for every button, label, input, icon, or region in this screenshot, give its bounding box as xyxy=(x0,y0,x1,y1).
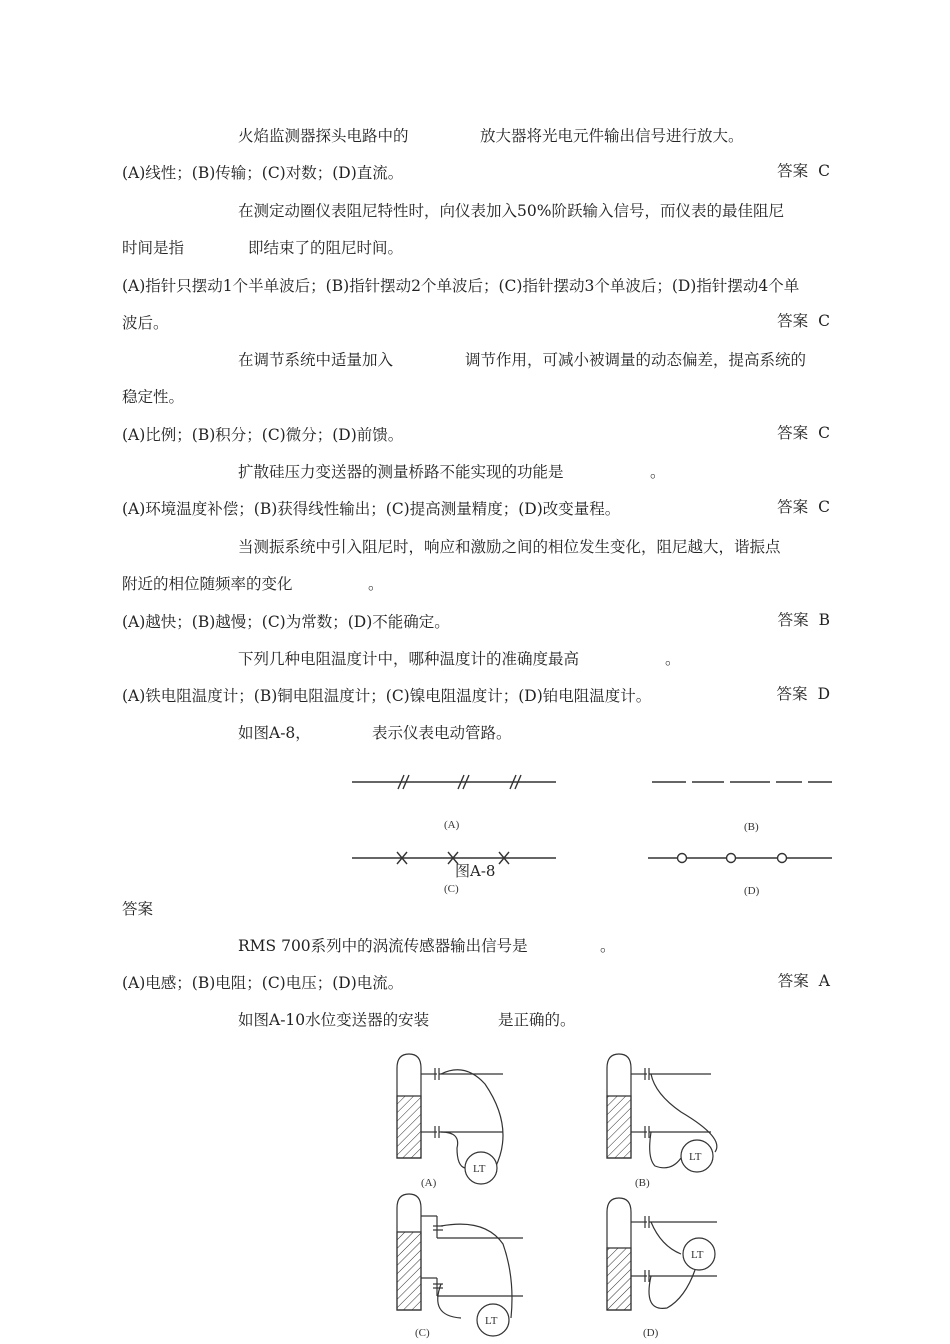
figure-a10 xyxy=(385,1048,735,1340)
answer-value: C xyxy=(818,312,830,330)
q8-stem-b: 。 xyxy=(600,937,616,955)
a10-lt-b: LT xyxy=(689,1151,702,1163)
a10-label-d: (D) xyxy=(643,1327,659,1339)
q2-stem-line1: 在测定动圈仪表阻尼特性时，向仪表加入50%阶跃输入信号，而仪表的最佳阻尼 xyxy=(238,202,784,220)
q5-stem-line1: 当测振系统中引入阻尼时，响应和激励之间的相位发生变化，阻尼越大，谐振点 xyxy=(238,538,781,556)
q4-options: (A)环境温度补偿；(B)获得线性输出；(C)提高测量精度；(D)改变量程。 xyxy=(122,500,621,518)
q2-options-line1: (A)指针只摆动1个半单波后；(B)指针摆动2个单波后；(C)指针摆动3个单波后；(D)指针摆动4个单 xyxy=(122,277,800,295)
q6-answer xyxy=(777,684,830,704)
a10-diagram-a xyxy=(397,1054,503,1184)
q9-stem-a: 如图A-10水位变送器的安装 xyxy=(238,1011,430,1029)
a10-label-c: (C) xyxy=(415,1327,430,1339)
q2-stem-line2-a: 时间是指 xyxy=(122,239,185,257)
answer-label: 答案 xyxy=(777,424,809,442)
answer-label: 答案 xyxy=(777,972,809,990)
q8-options: (A)电感；(B)电阻；(C)电压；(D)电流。 xyxy=(122,974,404,992)
q5-stem-line2-b: 。 xyxy=(368,575,384,593)
answer-value: C xyxy=(818,162,830,180)
answer-value: C xyxy=(818,498,830,516)
a8-label-c: (C) xyxy=(444,883,459,895)
q4-stem-b: 。 xyxy=(650,463,666,481)
a10-label-a: (A) xyxy=(421,1177,437,1189)
q3-options: (A)比例；(B)积分；(C)微分；(D)前馈。 xyxy=(122,426,404,444)
a10-diagram-c xyxy=(397,1194,523,1336)
answer-value: D xyxy=(817,685,830,703)
answer-label: 答案 xyxy=(777,162,809,180)
q7-stem-a: 如图A-8， xyxy=(238,724,311,742)
q4-answer xyxy=(777,497,830,517)
answer-value: B xyxy=(818,611,830,629)
q5-stem-line2-a: 附近的相位随频率的变化 xyxy=(122,575,293,593)
answer-label: 答案 xyxy=(776,685,808,703)
a10-lt-d: LT xyxy=(691,1249,704,1261)
a10-lt-c: LT xyxy=(485,1315,498,1327)
a8-label-a: (A) xyxy=(444,819,460,831)
a10-lt-a: LT xyxy=(473,1163,486,1175)
q2-options-line2: 波后。 xyxy=(122,314,169,332)
q6-stem-b: 。 xyxy=(665,650,681,668)
q6-options: (A)铁电阻温度计；(B)铜电阻温度计；(C)镍电阻温度计；(D)铂电阻温度计。 xyxy=(122,687,652,705)
q6-stem-a: 下列几种电阻温度计中，哪种温度计的准确度最高 xyxy=(238,650,580,668)
a8-caption: 图A-8 xyxy=(455,862,496,880)
answer-label: 答案 xyxy=(777,498,809,516)
q2-stem-line2-b: 即结束了的阻尼时间。 xyxy=(248,239,404,257)
answer-value: C xyxy=(818,424,830,442)
q9-stem-b: 是正确的。 xyxy=(498,1011,576,1029)
a8-label-d: (D) xyxy=(744,885,760,897)
q7-answer-label: 答案 xyxy=(122,900,154,918)
q5-options: (A)越快；(B)越慢；(C)为常数；(D)不能确定。 xyxy=(122,613,450,631)
q8-answer xyxy=(778,971,830,991)
answer-value: A xyxy=(818,972,830,990)
q4-stem-a: 扩散硅压力变送器的测量桥路不能实现的功能是 xyxy=(238,463,564,481)
q7-stem-b: 表示仪表电动管路。 xyxy=(372,724,512,742)
q3-stem-a: 在调节系统中适量加入 xyxy=(238,351,394,369)
q8-stem-a: RMS 700系列中的涡流传感器输出信号是 xyxy=(238,937,528,955)
answer-label: 答案 xyxy=(777,611,809,629)
q1-stem-b: 放大器将光电元件输出信号进行放大。 xyxy=(480,127,744,145)
q3-answer xyxy=(777,423,830,443)
q1-answer xyxy=(777,161,830,181)
q1-stem-a: 火焰监测器探头电路中的 xyxy=(238,127,409,145)
a10-label-b: (B) xyxy=(635,1177,650,1189)
q2-answer xyxy=(777,311,830,331)
q3-stem-line2: 稳定性。 xyxy=(122,388,185,406)
figure-a8 xyxy=(340,762,840,902)
q5-answer xyxy=(778,610,830,630)
answer-label: 答案 xyxy=(777,312,809,330)
q1-options: (A)线性；(B)传输；(C)对数；(D)直流。 xyxy=(122,164,404,182)
a8-label-b: (B) xyxy=(744,821,759,833)
q3-stem-b: 调节作用，可减小被调量的动态偏差，提高系统的 xyxy=(465,351,807,369)
